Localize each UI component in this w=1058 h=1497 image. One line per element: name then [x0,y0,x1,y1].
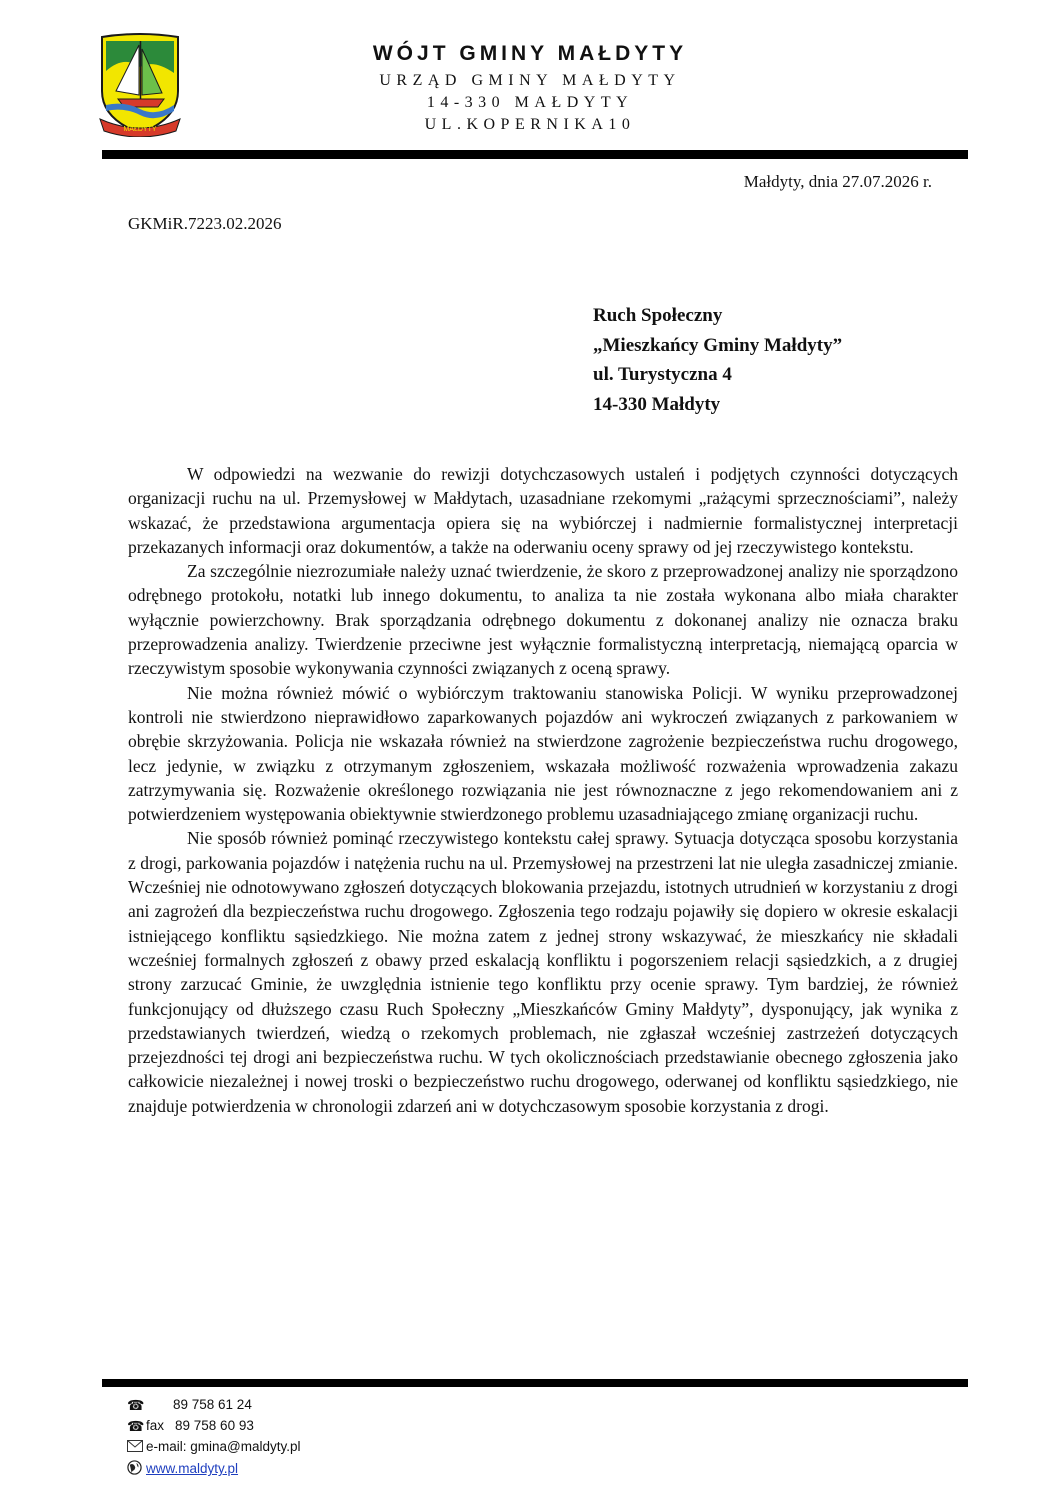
header-postal: 14-330 MAŁDYTY [426,94,634,111]
fax-number: 89 758 60 93 [175,1418,254,1433]
coat-of-arms-logo [94,33,186,137]
footer-email [127,1439,301,1454]
email-address[interactable]: e-mail: gmina@maldyty.pl [146,1439,301,1454]
body-paragraph: W odpowiedzi na wezwanie do rewizji dotychczasowych ustaleń i podjętych czynności dotyczących organizacji ruchu na ul. Przemysłowej w Małdytach, uzasadniane rzekomymi „rażącymi sprzecznościami”, należy wskazać, że przedstawiona argumentacja opiera się na wybiórczej i nadmiernie formalistycznej interpretacji przekazanych informacji oraz dokumentów, a także na oderwaniu oceny sprawy od jej rzeczywistego kontekstu. [128,464,958,557]
header-title: WÓJT GMINY MAŁDYTY [372,42,688,65]
letter-body [128,462,958,1118]
telephone-icon: ☎ [127,1417,145,1434]
body-paragraph: Nie sposób również pominąć rzeczywistego kontekstu całej sprawy. Sytuacja dotycząca sposobu korzystania z drogi, parkowania pojazdów i natężenia ruchu na ul. Przemysłowej na przestrzeni lat nie uległa zasadniczej zmianie. Wcześniej nie odnotowywano zgłoszeń dotyczących blokowania przejazdu, istotnych utrudnień w korzystaniu z drogi ani zagrożeń dla bezpieczeństwa ruchu drogowego. Zgłoszenia tego rodzaju pojawiły się dopiero w okresie eskalacji istniejącego konfliktu sąsiedzkiego. Nie można zatem z jednej strony wskazywać, że mieszkańcy nie składali wcześniej formalnych zgłoszeń z obawy przed eskalacją konfliktu i pogorszeniem relacji sąsiedzkich, a z drugiej strony zarzucać Gminie, że uwzględnia istnienie tego konfliktu przy ocenie sprawy. Tym bardziej, że również funkcjonujący od dłuższego czasu Ruch Społeczny „Mieszkańców Gminy Małdyty”, dysponujący, jak wynika z przedstawianych twierdzeń, wiedzą o rzekomych problemach, nie zgłaszał wcześniej zastrzeżeń dotyczących przejezdności tej drogi ani bezpieczeństwa ruchu. W tych okolicznościach przedstawianie obecnego zgłoszenia jako całkowicie niezależnej i nowej troski o bezpieczeństwo ruchu drogowego, oderwanej od konfliktu sąsiedzkiego, nie znajduje potwierdzenia w chronologii zdarzeń ani w dotychczasowym sposobie korzystania z drogi. [128,828,958,1116]
recipient-line: ul. Turystyczna 4 [593,364,732,385]
telephone-icon: ☎ [127,1396,145,1413]
logo-banner-text: MAŁDYTY [123,126,157,133]
footer-phone [127,1397,252,1412]
letter-date: Małdyty, dnia 27.07.2026 r. [743,172,932,191]
reference-number: GKMiR.7223.02.2026 [128,214,282,233]
header-office: URZĄD GMINY MAŁDYTY [379,72,681,89]
recipient-line: „Mieszkańcy Gminy Małdyty” [593,334,843,356]
recipient-address [593,301,842,419]
recipient-line: Ruch Społeczny [593,305,723,326]
envelope-icon [127,1440,146,1454]
body-paragraph: Nie można również mówić o wybiórczym traktowaniu stanowiska Policji. W wyniku przeprowadzonej kontroli nie stwierdzono nieprawidłowo zaparkowanych pojazdów ani wykroczeń związanych z parkowaniem w obrębie skrzyżowania. Policja nie wskazała również na stwierdzone zagrożenie bezpieczeństwa ruchu drogowego, lecz jedynie, w związku z otrzymanym zgłoszeniem, wskazała możliwość rozważenia wprowadzenia zakazu zatrzymywania się. Rozważenie określonego rozwiązania nie jest równoznaczne z jego rekomendowaniem ani z potwierdzeniem występowania obiektywnie stwierdzonego problemu uzasadniającego zmianę organizacji ruchu. [128,682,958,825]
globe-icon [127,1460,146,1477]
footer-website [127,1460,238,1477]
body-paragraph: Za szczególnie niezrozumiałe należy uznać twierdzenie, że skoro z przeprowadzonej analizy nie sporządzono odrębnego protokołu, notatki lub innego dokumentu, to analiza ta nie została wykonana albo miała charakter wyłącznie powierzchowny. Brak sporządzania odrębnego dokumentu z dokonanej analizy nie oznacza braku przeprowadzenia analizy. Twierdzenie przeciwne jest wyłącznie formalistyczną interpretacją, niemającą oparcia w rzeczywistym sposobie wykonywania czynności związanych z oceną sprawy. [128,561,958,679]
header-street: UL.KOPERNIKA10 [424,116,636,133]
header-divider [102,150,968,159]
footer-divider [102,1379,968,1387]
website-link[interactable]: www.maldyty.pl [146,1461,239,1476]
footer-fax [127,1418,254,1433]
fax-label: fax [146,1418,165,1433]
recipient-line: 14-330 Małdyty [593,393,721,415]
phone-number: 89 758 61 24 [173,1397,252,1412]
